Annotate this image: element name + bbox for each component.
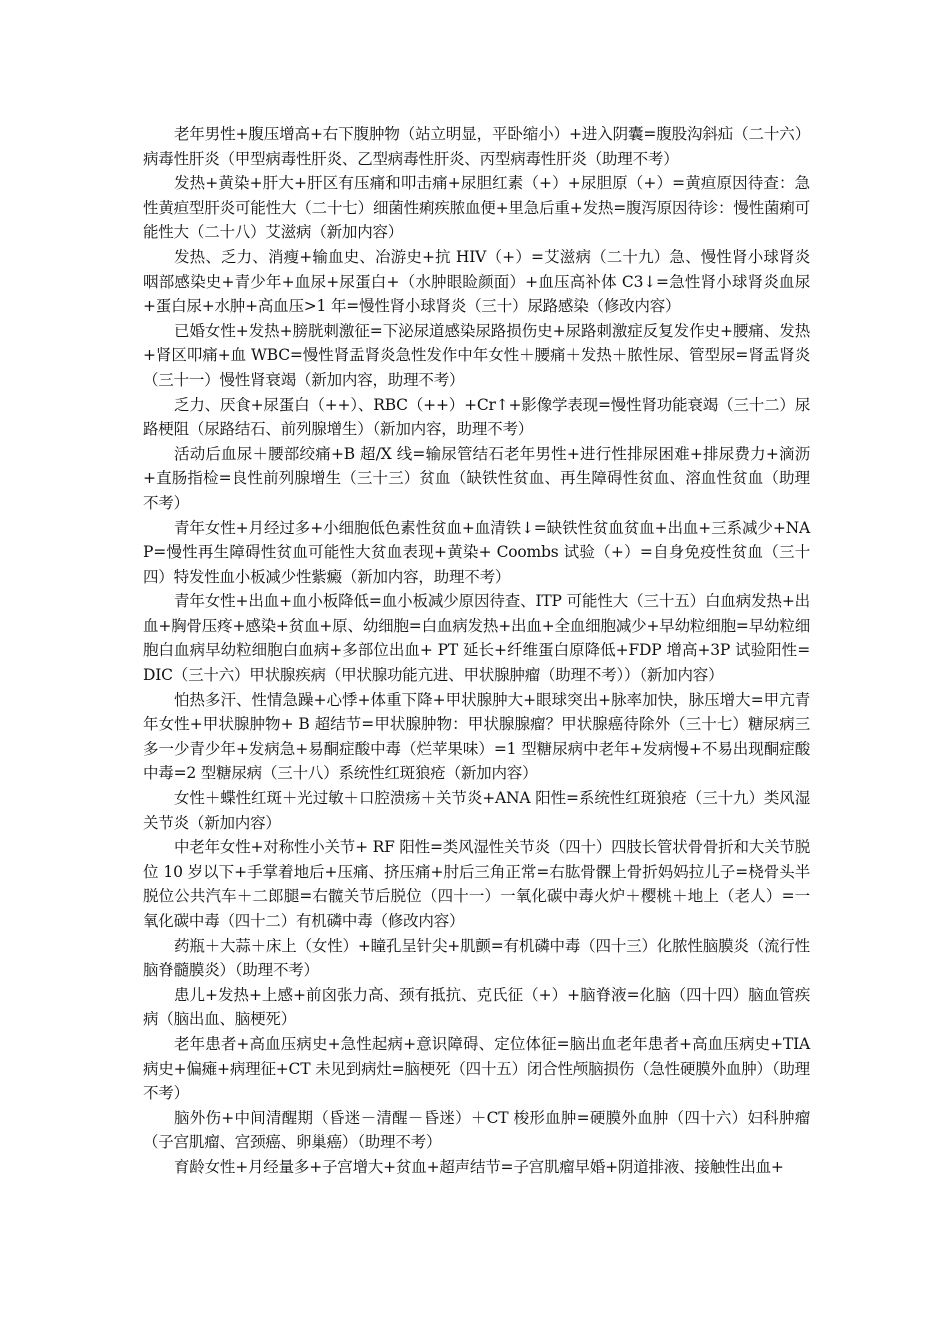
paragraph-uterine-fibroid: 育龄女性+月经量多+子宫增大+贫血+超声结节=子宫肌瘤早婚+阴道排液、接触性出血+ xyxy=(174,1157,784,1176)
paragraph-jaundice-dysentery: 发热+黄染+肝大+肝区有压痛和叩击痛+尿胆红素（+）+尿胆原（+）=黄疸原因待查：急性黄疸型肝炎可能性大（二十七）细菌性痢疾脓血便+里急后重+发热=腹泻原因待诊：慢性菌痢可能性大（二十八）艾滋病（新加内容） xyxy=(143,174,810,242)
paragraph-urinary-stone: 活动后血尿＋腰部绞痛+B 超/X 线=输尿管结石老年男性+进行性排尿困难+排尿费力+滴沥+直肠指检=良性前列腺增生（三十三）贫血（缺铁性贫血、再生障碍性贫血、溶血性贫血（助理不考） xyxy=(143,444,810,512)
paragraph-aids-nephritis: 发热、乏力、消瘦+输血史、冶游史+抗 HIV（+）=艾滋病（二十九）急、慢性肾小球肾炎咽部感染史+青少年+血尿+尿蛋白+（水肿眼睑颜面）+血压高补体 C3↓=急性肾小球肾炎血尿+蛋白尿+水肿+高血压>1 年=慢性肾小球肾炎（三十）尿路感染（修改内容） xyxy=(143,247,810,316)
paragraph-urinary-infection: 已婚女性+发热+膀胱刺激征=下泌尿道感染尿路损伤史+尿路刺激症反复发作史+腰痛、发热+肾区叩痛+血 WBC=慢性肾盂肾炎急性发作中年女性＋腰痛＋发热＋脓性尿、管型尿=肾盂肾炎（三十一）慢性肾衰竭（新加内容，助理不考） xyxy=(143,321,810,389)
paragraph-cerebrovascular: 老年患者+高血压病史+急性起病+意识障碍、定位体征=脑出血老年患者+高血压病史+TIA 病史+偏瘫+病理征+CT 未见到病灶=脑梗死（四十五）闭合性颅脑损伤（急性硬膜外血肿）（助理不考） xyxy=(143,1034,810,1103)
paragraph-rheumatoid-fracture: 中老年女性+对称性小关节+ RF 阳性=类风湿性关节炎（四十）四肢长管状骨骨折和大关节脱位 10 岁以下+手掌着地后+压痛、挤压痛+肘后三角正常=右肱骨髁上骨折妈妈拉儿子=桡骨头半脱位公共汽车＋二郎腿=右髋关节后脱位（四十一）一氧化碳中毒火炉＋樱桃＋地上（老人）=一氧化碳中毒（四十二）有机磷中毒（修改内容） xyxy=(143,838,810,930)
paragraph-itp-leukemia: 青年女性+出血+血小板降低=血小板减少原因待查、ITP 可能性大（三十五）白血病发热+出血+胸骨压疼+感染+贫血+原、幼细胞=白血病发热+出血+全血细胞减少+早幼粒细胞=早幼粒细胞白血病早幼粒细胞白血病+多部位出血+ PT 延长+纤维蛋白原降低+FDP 增高+3P 试验阳性=DIC（三十六）甲状腺疾病（甲状腺功能亢进、甲状腺肿瘤（助理不考））（新加内容） xyxy=(143,592,810,685)
paragraph-inguinal-hernia: 老年男性+腹压增高+右下腹肿物（站立明显，平卧缩小）+进入阴囊=腹股沟斜疝（二十六）病毒性肝炎（甲型病毒性肝炎、乙型病毒性肝炎、丙型病毒性肝炎（助理不考） xyxy=(143,125,810,168)
paragraph-thyroid-diabetes: 怕热多汗、性情急躁+心悸+体重下降+甲状腺肿大+眼球突出+脉率加快，脉压增大=甲亢青年女性+甲状腺肿物+ B 超结节=甲状腺肿物：甲状腺腺瘤？甲状腺癌待除外（三十七）糖尿病三多一少青少年+发病急+易酮症酸中毒（烂苹果味）=1 型糖尿病中老年+发病慢+不易出现酮症酸中毒=2 型糖尿病（三十八）系统性红斑狼疮（新加内容） xyxy=(143,690,810,783)
document-body xyxy=(143,122,810,1180)
paragraph-epidural-hematoma: 脑外伤+中间清醒期（昏迷－清醒－昏迷）＋CT 梭形血肿=硬膜外血肿（四十六）妇科肿瘤（子宫肌瘤、宫颈癌、卵巢癌）（助理不考） xyxy=(143,1108,810,1152)
paragraph-renal-failure: 乏力、厌食+尿蛋白（++）、RBC（++）+Cr↑+影像学表现=慢性肾功能衰竭（三十二）尿路梗阻（尿路结石、前列腺增生）（新加内容，助理不考） xyxy=(143,395,810,439)
paragraph-anemia: 青年女性+月经过多+小细胞低色素性贫血+血清铁↓=缺铁性贫血贫血+出血+三系减少+NAP=慢性再生障碍性贫血可能性大贫血表现+黄染+ Coombs 试验（+）=自身免疫性贫血（三十四）特发性血小板减少性紫癜（新加内容，助理不考） xyxy=(143,518,810,586)
paragraph-sle: 女性＋蝶性红斑＋光过敏＋口腔溃疡＋关节炎+ANA 阳性=系统性红斑狼疮（三十九）类风湿关节炎（新加内容） xyxy=(143,789,810,832)
paragraph-organophosphate: 药瓶＋大蒜＋床上（女性）+瞳孔呈针尖+肌颤=有机磷中毒（四十三）化脓性脑膜炎（流行性脑脊髓膜炎）（助理不考） xyxy=(143,936,810,980)
paragraph-meningitis: 患儿+发热+上感+前囟张力高、颈有抵抗、克氏征（+）+脑脊液=化脑（四十四）脑血管疾病（脑出血、脑梗死） xyxy=(143,985,810,1029)
